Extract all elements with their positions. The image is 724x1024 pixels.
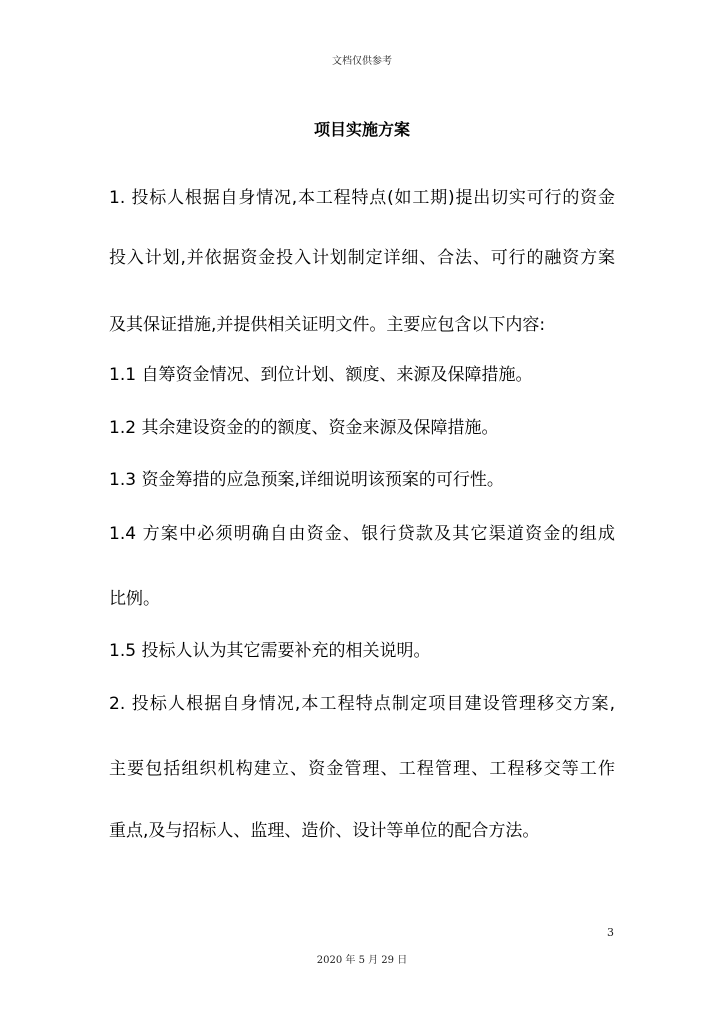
header-note: 文档仅供参考	[332, 56, 392, 67]
paragraph-line: 及其保证措施,并提供相关证明文件。主要应包含以下内容:	[109, 315, 546, 335]
paragraph-line: 重点,及与招标人、监理、造价、设计等单位的配合方法。	[109, 821, 540, 841]
page-number: 3	[607, 926, 614, 939]
paragraph-line: 主要包括组织机构建立、资金管理、工程管理、工程移交等工作	[109, 759, 615, 779]
paragraph-line: 1.2 其余建设资金的的额度、资金来源及保障措施。	[109, 418, 499, 438]
paragraph-line: 1.3 资金筹措的应急预案,详细说明该预案的可行性。	[109, 470, 504, 490]
paragraph-line: 1.4 方案中必须明确自由资金、银行贷款及其它渠道资金的组成	[109, 524, 615, 544]
document-title: 项目实施方案	[313, 120, 410, 139]
paragraph-line: 1.5 投标人认为其它需要补充的相关说明。	[109, 641, 431, 661]
paragraph-line: 1.1 自筹资金情况、到位计划、额度、来源及保障措施。	[109, 365, 533, 385]
footer-date: 2020 年 5 月 29 日	[316, 955, 408, 966]
paragraph-line: 1. 投标人根据自身情况,本工程特点(如工期)提出切实可行的资金	[109, 188, 615, 208]
paragraph-line: 2. 投标人根据自身情况,本工程特点制定项目建设管理移交方案,	[109, 694, 615, 714]
paragraph-line: 投入计划,并依据资金投入计划制定详细、合法、可行的融资方案	[109, 248, 615, 268]
paragraph-line: 比例。	[109, 589, 160, 609]
